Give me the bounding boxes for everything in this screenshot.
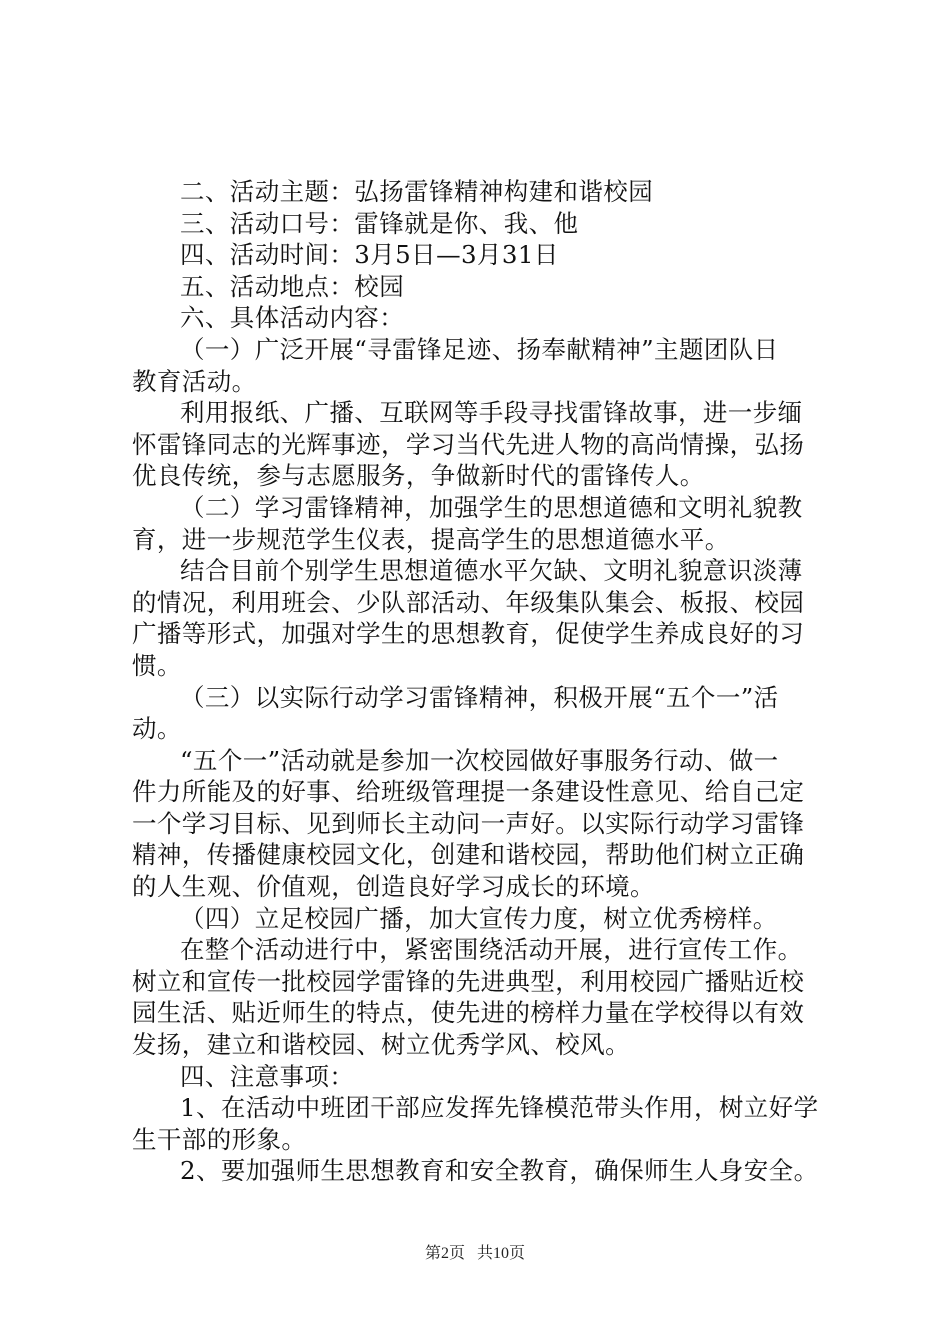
paragraph-first-line: 四、注意事项： xyxy=(180,1061,355,1091)
paragraph-line: 的人生观、价值观，创造良好学习成长的环境。 xyxy=(132,872,655,902)
paragraph-line: 教育活动。 xyxy=(132,366,257,396)
paragraph-line: 广播等形式，加强对学生的思想教育，促使学生养成良好的习 xyxy=(132,619,805,649)
paragraph-line: 惯。 xyxy=(132,650,182,680)
paragraph-line: 发扬，建立和谐校园、树立优秀学风、校风。 xyxy=(132,1030,630,1060)
paragraph-first-line: 四、活动时间：3月5日—3月31日 xyxy=(180,240,559,270)
page-total: 共10页 xyxy=(477,1245,526,1262)
paragraph-line: 的情况，利用班会、少队部活动、年级集队集会、板报、校园 xyxy=(132,587,805,617)
page-footer xyxy=(0,1244,950,1264)
paragraph-first-line: 利用报纸、广播、互联网等手段寻找雷锋故事，进一步缅 xyxy=(180,398,803,428)
paragraph-first-line: 二、活动主题：弘扬雷锋精神构建和谐校园 xyxy=(180,177,654,206)
paragraph-first-line: 在整个活动进行中，紧密围绕活动开展，进行宣传工作。 xyxy=(180,935,803,965)
paragraph-first-line: 三、活动口号：雷锋就是你、我、他 xyxy=(180,208,579,238)
paragraph-first-line: 2、要加强师生思想教育和安全教育，确保师生人身安全。 xyxy=(180,1156,819,1186)
paragraph-line: 育，进一步规范学生仪表，提高学生的思想道德水平。 xyxy=(132,524,730,554)
paragraph-line: 树立和宣传一批校园学雷锋的先进典型，利用校园广播贴近校 xyxy=(132,966,805,996)
paragraph-first-line: 结合目前个别学生思想道德水平欠缺、文明礼貌意识淡薄 xyxy=(180,556,803,586)
paragraph-first-line: （一）广泛开展“寻雷锋足迹、扬奉献精神”主题团队日 xyxy=(180,334,779,364)
paragraph-first-line: 1、在活动中班团干部应发挥先锋模范带头作用，树立好学 xyxy=(180,1093,819,1123)
paragraph-first-line: 五、活动地点：校园 xyxy=(180,271,405,301)
paragraph-first-line: 六、具体活动内容： xyxy=(180,303,405,333)
paragraph-line: 怀雷锋同志的光辉事迹，学习当代先进人物的高尚情操，弘扬 xyxy=(132,429,805,459)
paragraph-line: 园生活、贴近师生的特点，使先进的榜样力量在学校得以有效 xyxy=(132,998,805,1028)
paragraph-line: 优良传统，参与志愿服务，争做新时代的雷锋传人。 xyxy=(132,461,705,491)
paragraph-line: 动。 xyxy=(132,714,182,744)
paragraph-line: 生干部的形象。 xyxy=(132,1124,307,1154)
paragraph-first-line: （三）以实际行动学习雷锋精神，积极开展“五个一”活 xyxy=(180,682,779,712)
paragraph-first-line: （四）立足校园广播，加大宣传力度，树立优秀榜样。 xyxy=(180,903,778,933)
paragraph-line: 一个学习目标、见到师长主动问一声好。以实际行动学习雷锋 xyxy=(132,808,805,838)
paragraph-first-line: “五个一”活动就是参加一次校园做好事服务行动、做一 xyxy=(180,745,779,775)
paragraph-line: 精神，传播健康校园文化，创建和谐校园，帮助他们树立正确 xyxy=(132,840,805,870)
page-number: 第2页 xyxy=(424,1245,465,1262)
paragraph-first-line: （二）学习雷锋精神，加强学生的思想道德和文明礼貌教 xyxy=(180,492,803,522)
document-body xyxy=(132,176,832,1187)
paragraph-line: 件力所能及的好事、给班级管理提一条建设性意见、给自己定 xyxy=(132,777,805,807)
